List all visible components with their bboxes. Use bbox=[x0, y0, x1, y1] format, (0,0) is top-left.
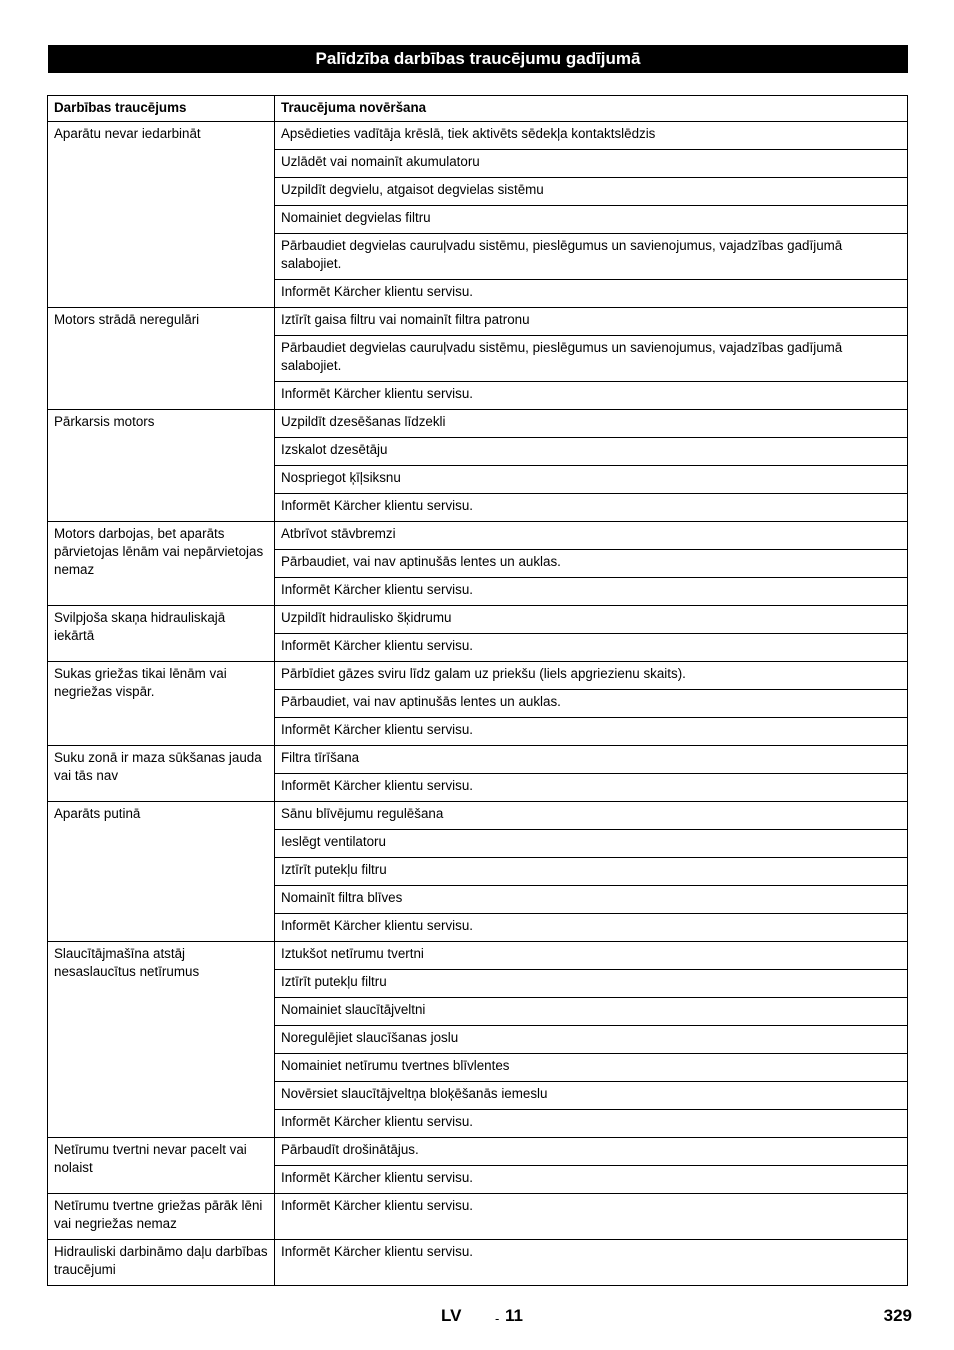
table-row bbox=[48, 606, 908, 634]
table-row bbox=[48, 942, 908, 970]
footer-total-page: 329 bbox=[883, 1306, 912, 1325]
remedy-cell: Informēt Kärcher klientu servisu. bbox=[275, 914, 908, 942]
fault-cell: Netīrumu tvertne griežas pārāk lēni vai negriežas nemaz bbox=[48, 1194, 275, 1240]
remedy-cell: Informēt Kärcher klientu servisu. bbox=[275, 718, 908, 746]
remedy-cell: Informēt Kärcher klientu servisu. bbox=[275, 578, 908, 606]
table-row bbox=[48, 746, 908, 774]
table-row bbox=[48, 1138, 908, 1166]
fault-cell: Aparātu nevar iedarbināt bbox=[48, 122, 275, 308]
remedy-cell: Informēt Kärcher klientu servisu. bbox=[275, 1110, 908, 1138]
remedy-cell: Iztīrīt putekļu filtru bbox=[275, 970, 908, 998]
remedy-cell: Informēt Kärcher klientu servisu. bbox=[275, 1240, 908, 1286]
remedy-cell: Pārbaudiet degvielas cauruļvadu sistēmu, pieslēgumus un savienojumus, vajadzības gadījumā salabojiet. bbox=[275, 234, 908, 280]
table-row bbox=[48, 1240, 908, 1286]
remedy-cell: Nomainiet degvielas filtru bbox=[275, 206, 908, 234]
remedy-cell: Pārbaudiet, vai nav aptinušās lentes un auklas. bbox=[275, 690, 908, 718]
fault-cell: Motors strādā neregulāri bbox=[48, 308, 275, 410]
fault-cell: Slaucītājmašīna atstāj nesaslaucītus netīrumus bbox=[48, 942, 275, 1138]
remedy-cell: Pārbaudīt drošinātājus. bbox=[275, 1138, 908, 1166]
table-row bbox=[48, 122, 908, 150]
remedy-cell: Nospriegot ķīļsiksnu bbox=[275, 466, 908, 494]
remedy-cell: Uzpildīt dzesēšanas līdzekli bbox=[275, 410, 908, 438]
remedy-cell: Uzlādēt vai nomainīt akumulatoru bbox=[275, 150, 908, 178]
fault-cell: Motors darbojas, bet aparāts pārvietojas lēnām vai nepārvietojas nemaz bbox=[48, 522, 275, 606]
remedy-cell: Pārbaudiet, vai nav aptinušās lentes un auklas. bbox=[275, 550, 908, 578]
fault-cell: Sukas griežas tikai lēnām vai negriežas vispār. bbox=[48, 662, 275, 746]
troubleshooting-table bbox=[47, 95, 908, 1286]
remedy-cell: Pārbīdiet gāzes sviru līdz galam uz priekšu (liels apgriezienu skaits). bbox=[275, 662, 908, 690]
footer-page-number: 11 bbox=[505, 1306, 523, 1325]
table-body bbox=[48, 122, 908, 1286]
column-header-remedy: Traucējuma novēršana bbox=[275, 96, 908, 122]
footer-language: LV bbox=[441, 1306, 462, 1325]
remedy-cell: Nomainiet slaucītājveltni bbox=[275, 998, 908, 1026]
remedy-cell: Informēt Kärcher klientu servisu. bbox=[275, 494, 908, 522]
fault-cell: Aparāts putinā bbox=[48, 802, 275, 942]
remedy-cell: Iztukšot netīrumu tvertni bbox=[275, 942, 908, 970]
table-row bbox=[48, 802, 908, 830]
fault-cell: Svilpjoša skaņa hidrauliskajā iekārtā bbox=[48, 606, 275, 662]
remedy-cell: Informēt Kärcher klientu servisu. bbox=[275, 774, 908, 802]
footer-separator: - bbox=[495, 1311, 500, 1326]
fault-cell: Hidrauliski darbināmo daļu darbības traucējumi bbox=[48, 1240, 275, 1286]
fault-cell: Pārkarsis motors bbox=[48, 410, 275, 522]
remedy-cell: Atbrīvot stāvbremzi bbox=[275, 522, 908, 550]
remedy-cell: Informēt Kärcher klientu servisu. bbox=[275, 634, 908, 662]
remedy-cell: Informēt Kärcher klientu servisu. bbox=[275, 382, 908, 410]
column-header-fault: Darbības traucējums bbox=[48, 96, 275, 122]
remedy-cell: Iztīrīt gaisa filtru vai nomainīt filtra patronu bbox=[275, 308, 908, 336]
table-row bbox=[48, 308, 908, 336]
remedy-cell: Filtra tīrīšana bbox=[275, 746, 908, 774]
remedy-cell: Sānu blīvējumu regulēšana bbox=[275, 802, 908, 830]
remedy-cell: Nomainīt filtra blīves bbox=[275, 886, 908, 914]
remedy-cell: Uzpildīt hidraulisko šķidrumu bbox=[275, 606, 908, 634]
fault-cell: Netīrumu tvertni nevar pacelt vai nolaist bbox=[48, 1138, 275, 1194]
remedy-cell: Informēt Kärcher klientu servisu. bbox=[275, 1194, 908, 1240]
remedy-cell: Izskalot dzesētāju bbox=[275, 438, 908, 466]
remedy-cell: Iztīrīt putekļu filtru bbox=[275, 858, 908, 886]
remedy-cell: Novērsiet slaucītājveltņa bloķēšanās iemeslu bbox=[275, 1082, 908, 1110]
remedy-cell: Apsēdieties vadītāja krēslā, tiek aktivēts sēdekļa kontaktslēdzis bbox=[275, 122, 908, 150]
table-row bbox=[48, 410, 908, 438]
remedy-cell: Ieslēgt ventilatoru bbox=[275, 830, 908, 858]
table-row bbox=[48, 522, 908, 550]
remedy-cell: Informēt Kärcher klientu servisu. bbox=[275, 280, 908, 308]
remedy-cell: Informēt Kärcher klientu servisu. bbox=[275, 1166, 908, 1194]
remedy-cell: Noregulējiet slaucīšanas joslu bbox=[275, 1026, 908, 1054]
table-row bbox=[48, 662, 908, 690]
remedy-cell: Nomainiet netīrumu tvertnes blīvlentes bbox=[275, 1054, 908, 1082]
page-title: Palīdzība darbības traucējumu gadījumā bbox=[48, 45, 908, 73]
table-header-row bbox=[48, 96, 908, 122]
remedy-cell: Pārbaudiet degvielas cauruļvadu sistēmu, pieslēgumus un savienojumus, vajadzības gadījumā salabojiet. bbox=[275, 336, 908, 382]
table-row bbox=[48, 1194, 908, 1240]
remedy-cell: Uzpildīt degvielu, atgaisot degvielas sistēmu bbox=[275, 178, 908, 206]
fault-cell: Suku zonā ir maza sūkšanas jauda vai tās nav bbox=[48, 746, 275, 802]
